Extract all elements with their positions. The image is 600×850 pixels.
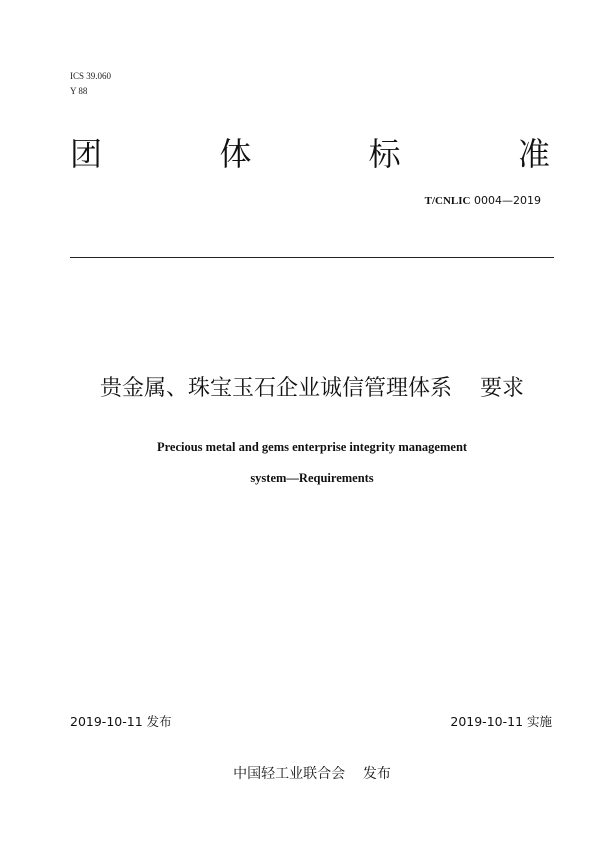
standard-type-char: 标	[368, 135, 401, 173]
header-divider	[70, 257, 554, 258]
standard-code-org: T/CNLIC	[424, 195, 471, 207]
publisher: 中国轻工业联合会 发布	[233, 766, 391, 782]
standard-type-char: 准	[517, 135, 550, 173]
title-chinese: 贵金属、珠宝玉石企业诚信管理体系 要求	[100, 376, 524, 401]
standard-code	[425, 194, 541, 207]
publish-date: 2019-10-11 发布	[70, 714, 172, 729]
title-english-line-2: system—Requirements	[250, 471, 374, 485]
ics-code: ICS 39.060	[70, 71, 112, 81]
standard-type-char: 团	[70, 135, 103, 173]
standard-type-char: 体	[219, 135, 252, 173]
implementation-date: 2019-10-11 实施	[450, 714, 552, 729]
standard-code-number: 0004—2019	[474, 194, 541, 207]
title-english-line-1: Precious metal and gems enterprise integrity management	[156, 440, 468, 454]
standard-type-heading	[70, 134, 550, 174]
ccs-code: Y 88	[70, 86, 88, 96]
